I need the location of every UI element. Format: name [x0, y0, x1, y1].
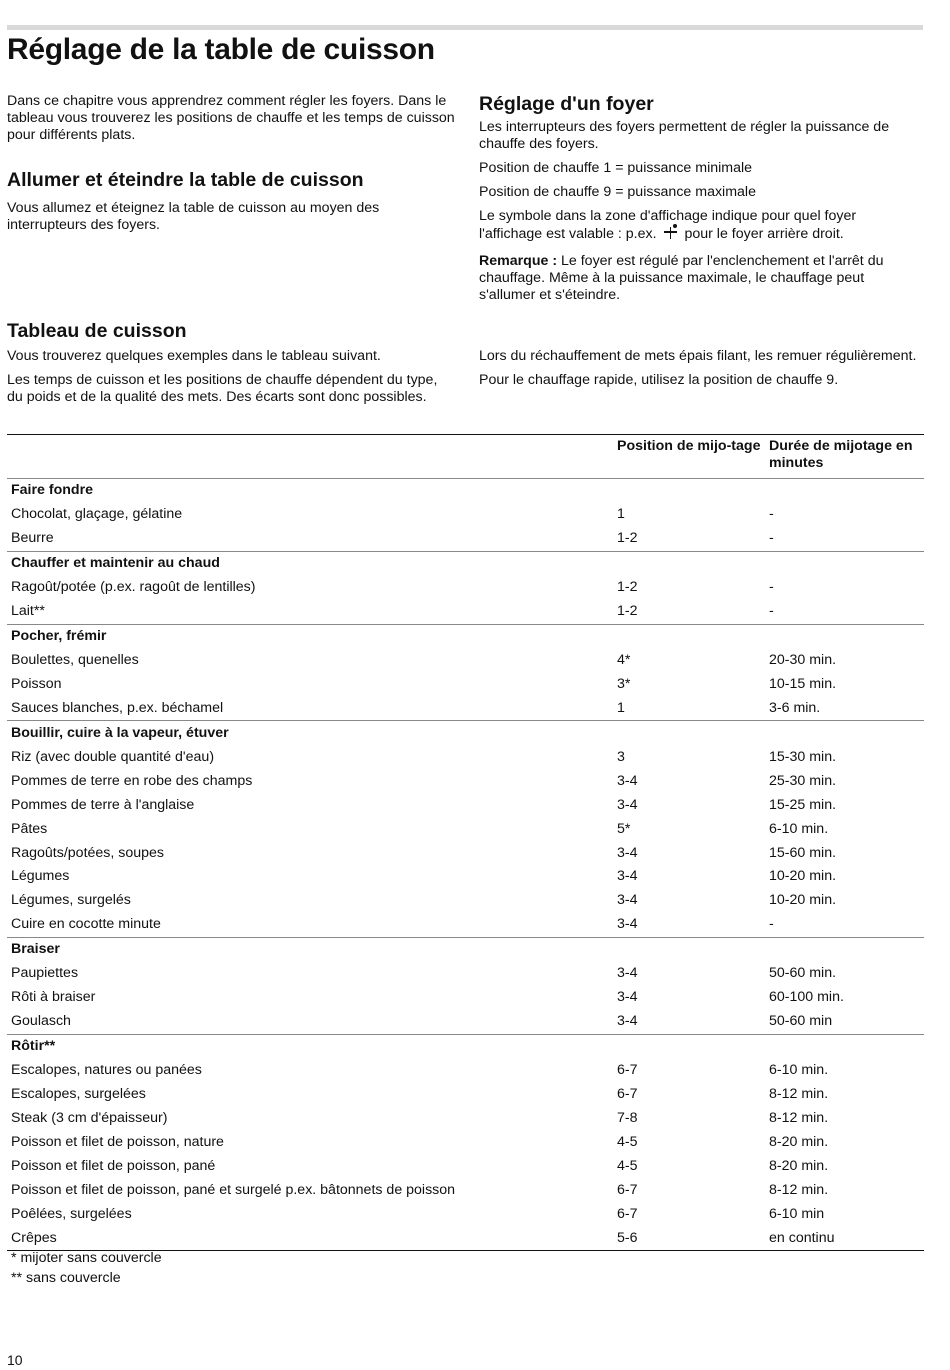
cell-food: Cuire en cocotte minute	[11, 916, 161, 933]
table-row	[7, 649, 924, 673]
table-row	[7, 1178, 924, 1202]
cell-duration: -	[769, 506, 774, 523]
cell-duration: 15-30 min.	[769, 748, 837, 765]
cell-duration: -	[769, 603, 774, 620]
header-duration: Durée de mijotage en minutes	[765, 435, 924, 479]
table-header-row	[7, 435, 924, 479]
onoff-heading: Allumer et éteindre la table de cuisson	[7, 169, 364, 191]
table-row	[7, 817, 924, 841]
cell-position: 3-4	[617, 965, 638, 982]
cell-food: Pommes de terre à l'anglaise	[11, 796, 195, 813]
table-row	[7, 793, 924, 817]
rear-right-zone-icon	[663, 225, 679, 239]
table-row	[7, 1106, 924, 1130]
cell-food: Pommes de terre en robe des champs	[11, 772, 253, 789]
cell-food: Légumes	[11, 868, 70, 885]
cell-position: 3-4	[617, 844, 638, 861]
table-row	[7, 1226, 924, 1250]
cell-duration: 8-12 min.	[769, 1181, 829, 1198]
cell-duration: 25-30 min.	[769, 772, 837, 789]
cell-position: 4*	[617, 652, 631, 669]
cell-food: Rôti à braiser	[11, 989, 96, 1006]
cell-position: 3	[617, 748, 625, 765]
remark-text: Le foyer est régulé par l'enclenchement et l'arrêt du chauffage. Même à la puissance maximale, le chauffage peut s'allumer et s'éteindre.	[479, 253, 884, 303]
foyer-symbol-text	[479, 208, 919, 243]
cell-duration: 20-30 min.	[769, 652, 837, 669]
cell-duration: 8-12 min.	[769, 1085, 829, 1102]
cell-position: 5*	[617, 820, 631, 837]
table-row	[7, 1130, 924, 1154]
foyer-tip-fast: Pour le chauffage rapide, utilisez la position de chauffe 9.	[479, 372, 839, 388]
page-number: 10	[7, 1352, 23, 1368]
cell-food: Boulettes, quenelles	[11, 652, 139, 669]
cell-position: 7-8	[617, 1109, 638, 1126]
cell-position: 3-4	[617, 868, 638, 885]
cell-food: Ragoût/potée (p.ex. ragoût de lentilles)	[11, 579, 256, 596]
group-label: Chauffer et maintenir au chaud	[7, 551, 924, 575]
footnotes	[11, 1248, 162, 1288]
cell-position: 3-4	[617, 772, 638, 789]
cell-position: 3-4	[617, 916, 638, 933]
cell-position: 3*	[617, 675, 631, 692]
table-row	[7, 1010, 924, 1034]
foyer-section	[479, 92, 919, 311]
table-row	[7, 962, 924, 986]
page-title: Réglage de la table de cuisson	[7, 33, 435, 66]
tableau-heading: Tableau de cuisson	[7, 320, 187, 342]
cell-position: 3-4	[617, 989, 638, 1006]
table-group-row	[7, 721, 924, 745]
group-label: Rôtir**	[7, 1034, 924, 1058]
table-group-row	[7, 937, 924, 961]
table-row	[7, 1082, 924, 1106]
cell-food: Steak (3 cm d'épaisseur)	[11, 1109, 168, 1126]
cell-food: Poisson et filet de poisson, nature	[11, 1133, 224, 1150]
foyer-intro: Les interrupteurs des foyers permettent de régler la puissance de chauffe des foyers.	[479, 119, 890, 152]
cell-food: Paupiettes	[11, 965, 79, 982]
table-row	[7, 576, 924, 600]
intro-text: Dans ce chapitre vous apprendrez comment régler les foyers. Dans le tableau vous trouverez les positions de chauffe et les temps de cuisson pour différents plats.	[7, 93, 455, 143]
cell-food: Riz (avec double quantité d'eau)	[11, 748, 215, 765]
cell-position: 4-5	[617, 1133, 638, 1150]
cell-duration: 15-60 min.	[769, 844, 837, 861]
cell-food: Ragoûts/potées, soupes	[11, 844, 165, 861]
cell-duration: en continu	[765, 1226, 924, 1250]
cell-position: 1-2	[617, 579, 638, 596]
cell-food: Crêpes	[7, 1226, 613, 1250]
foyer-tips	[479, 348, 919, 396]
cell-position: 6-7	[617, 1181, 638, 1198]
foyer-tip-stir: Lors du réchauffement de mets épais filant, les remuer régulièrement.	[479, 348, 917, 364]
table-row	[7, 769, 924, 793]
cell-food: Poisson	[11, 675, 62, 692]
cell-food: Escalopes, surgelées	[11, 1085, 146, 1102]
table-group-row	[7, 479, 924, 503]
table-group-row	[7, 1034, 924, 1058]
onoff-text: Vous allumez et éteignez la table de cuisson au moyen des interrupteurs des foyers.	[7, 200, 380, 233]
cell-duration: 8-20 min.	[769, 1157, 829, 1174]
table-row	[7, 1154, 924, 1178]
cell-position: 3-4	[617, 796, 638, 813]
table-row	[7, 527, 924, 551]
cell-food: Goulasch	[11, 1013, 71, 1030]
tableau-note: Les temps de cuisson et les positions de chauffe dépendent du type, du poids et de la qualité des mets. Des écarts sont donc possibles.	[7, 372, 438, 405]
cell-duration: -	[769, 916, 774, 933]
table-row	[7, 986, 924, 1010]
group-label: Bouillir, cuire à la vapeur, étuver	[7, 721, 924, 745]
table-group-row	[7, 551, 924, 575]
cell-position: 1-2	[617, 530, 638, 547]
foyer-heading: Réglage d'un foyer	[479, 93, 654, 115]
cell-duration: -	[769, 579, 774, 596]
cell-position: 6-7	[617, 1205, 638, 1222]
footnote-2: ** sans couvercle	[11, 1270, 121, 1286]
cell-food: Escalopes, natures ou panées	[11, 1061, 202, 1078]
cell-duration: 10-15 min.	[769, 675, 837, 692]
cell-food: Lait**	[11, 603, 45, 620]
cell-position: 3-4	[617, 1013, 638, 1030]
tableau-section	[7, 319, 457, 413]
cell-food: Beurre	[11, 530, 54, 547]
cell-position: 4-5	[617, 1157, 638, 1174]
foyer-max: Position de chauffe 9 = puissance maximale	[479, 184, 756, 200]
table-row	[7, 913, 924, 937]
remark	[479, 253, 919, 304]
cell-position: 1	[617, 699, 625, 716]
header-food	[7, 435, 613, 479]
cell-food: Pâtes	[11, 820, 48, 837]
table-row	[7, 865, 924, 889]
table-row	[7, 503, 924, 527]
foyer-symbol-text-b: pour le foyer arrière droit.	[684, 226, 844, 242]
cell-duration: -	[769, 530, 774, 547]
remark-label: Remarque :	[479, 253, 558, 269]
cell-duration: 10-20 min.	[769, 892, 837, 909]
cell-duration: 6-10 min.	[769, 820, 829, 837]
cell-position: 6-7	[617, 1085, 638, 1102]
cell-duration: 6-10 min	[769, 1205, 825, 1222]
cell-position: 1	[617, 506, 625, 523]
cell-duration: 50-60 min	[769, 1013, 833, 1030]
cell-duration: 60-100 min.	[769, 989, 844, 1006]
table-group-row	[7, 624, 924, 648]
table-row	[7, 600, 924, 624]
foyer-symbol-text-a: Le symbole dans la zone d'affichage indique pour quel foyer l'affichage est valable : p.ex.	[479, 208, 857, 242]
cell-position: 6-7	[617, 1061, 638, 1078]
table-row	[7, 1059, 924, 1083]
table-row	[7, 696, 924, 720]
cell-food: Légumes, surgelés	[11, 892, 131, 909]
table-row	[7, 841, 924, 865]
group-label: Faire fondre	[11, 482, 93, 499]
table-row	[7, 1202, 924, 1226]
cell-food: Poisson et filet de poisson, pané et surgelé p.ex. bâtonnets de poisson	[11, 1181, 456, 1198]
table-row	[7, 673, 924, 697]
cell-food: Poisson et filet de poisson, pané	[11, 1157, 216, 1174]
cell-duration: 10-20 min.	[769, 868, 837, 885]
group-label: Braiser	[7, 937, 924, 961]
cell-food: Sauces blanches, p.ex. béchamel	[11, 699, 224, 716]
cell-duration: 8-20 min.	[769, 1133, 829, 1150]
table-row	[7, 745, 924, 769]
onoff-section	[7, 168, 457, 241]
cell-duration: 8-12 min.	[769, 1109, 829, 1126]
cell-duration: 15-25 min.	[769, 796, 837, 813]
cell-position: 5-6	[613, 1226, 765, 1250]
cooking-table	[7, 434, 924, 1251]
header-rule	[7, 25, 923, 30]
group-label: Pocher, frémir	[7, 624, 924, 648]
cell-food: Poêlées, surgelées	[11, 1205, 132, 1222]
footnote-1: * mijoter sans couvercle	[11, 1250, 162, 1266]
cell-food: Chocolat, glaçage, gélatine	[11, 506, 183, 523]
intro-section	[7, 93, 457, 151]
cell-duration: 6-10 min.	[769, 1061, 829, 1078]
header-position: Position de mijo-tage	[613, 435, 765, 479]
tableau-intro: Vous trouverez quelques exemples dans le tableau suivant.	[7, 348, 381, 364]
cell-duration: 50-60 min.	[769, 965, 837, 982]
cell-position: 1-2	[617, 603, 638, 620]
cell-duration: 3-6 min.	[769, 699, 821, 716]
foyer-min: Position de chauffe 1 = puissance minimale	[479, 160, 753, 176]
cell-position: 3-4	[617, 892, 638, 909]
table-row	[7, 889, 924, 913]
table-body	[7, 479, 924, 1251]
